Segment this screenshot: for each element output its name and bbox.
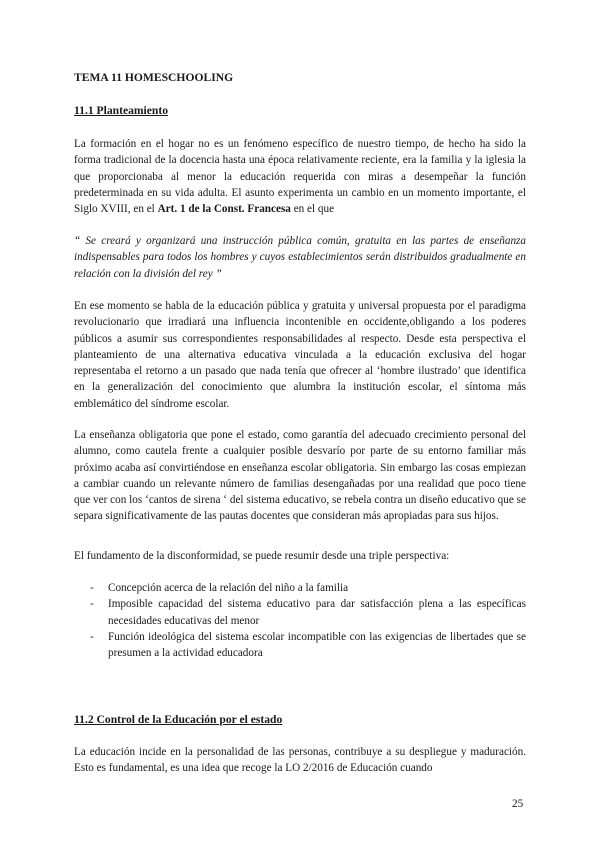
paragraph-1 bbox=[74, 136, 526, 217]
section-heading-control: 11.2 Control de la Educación por el estado bbox=[74, 713, 283, 726]
paragraph-3: La enseñanza obligatoria que pone el estado, como garantía del adecuado crecimiento personal del alumno, como cautela frente a cualquier posible desvarío por parte de su entorno familiar más próximo acaba así convirtiéndose en enseñanza escolar obligatoria. Sin embargo las cosas empiezan a cambiar cuando un relevante número de familias desengañadas por una realidad que poco tiene que ver con los ‘cantos de sirena ‘ del sistema educativo, se rebela contra un diseño educativo que se separa significativamente de las pautas docentes que consideran más apropiadas para sus hijos. bbox=[74, 429, 526, 523]
page-number: 25 bbox=[512, 798, 524, 810]
paragraph-4: El fundamento de la disconformidad, se puede resumir desde una triple perspectiva: bbox=[74, 550, 450, 562]
list-item-text: Imposible capacidad del sistema educativo para dar satisfacción plena a las específicas necesidades educativas del menor bbox=[108, 598, 526, 627]
quote-block: “ Se creará y organizará una instrucción pública común, gratuita en las partes de enseñanza indispensables para todos los hombres y cuyos establecimientos serán distribuidos gradualmente en relación con la división del rey ” bbox=[74, 235, 526, 280]
list-item-text: Concepción acerca de la relación del niño a la familia bbox=[108, 582, 349, 594]
section-heading-planteamiento: 11.1 Planteamiento bbox=[74, 104, 169, 117]
list-item bbox=[74, 580, 526, 596]
list-item bbox=[74, 629, 526, 662]
list-item bbox=[74, 596, 526, 629]
list-marker: - bbox=[90, 582, 94, 594]
paragraph-2: En ese momento se habla de la educación pública y gratuita y universal propuesta por el paradigma revolucionario que irradiará una influencia incontenible en occidente,obligando a los poderes públicos a asumir sus correspondientes responsabilidades al respecto. Desde esta perspectiva el planteamiento de una alternativa educativa vinculada a la educación exclusiva del hogar representaba el retorno a un pasado que nada tenía que ofrecer al ‘hombre ilustrado’ que identifica en la generalización del conocimiento que alumbra la institución escolar, el síntoma más emblemático del síndrome escolar. bbox=[74, 300, 526, 410]
perspective-list bbox=[74, 580, 526, 661]
paragraph-1-bold-ref: Art. 1 de la Const. Francesa bbox=[157, 203, 291, 216]
paragraph-5: La educación incide en la personalidad de las personas, contribuye a su despliegue y maduración. Esto es fundamental, es una idea que recoge la LO 2/2016 de Educación cuando bbox=[74, 746, 526, 775]
paragraph-1-text: La formación en el hogar no es un fenómeno específico de nuestro tiempo, de hecho ha sido la forma tradicional de la docencia hasta una época relativamente reciente, era la familia y la iglesia la que proporcionaba al menor la educación requerida con miras a desempeñar la función predeterminada en su vida adulta. El asunto experimenta un cambio en un momento importante, el Siglo XVIII, en el bbox=[74, 138, 526, 216]
list-marker: - bbox=[90, 630, 94, 643]
page-title: TEMA 11 HOMESCHOOLING bbox=[74, 71, 234, 84]
list-item-text: Función ideológica del sistema escolar incompatible con las exigencias de libertades que se presumen a la actividad educadora bbox=[108, 630, 526, 660]
paragraph-1-tail: en el que bbox=[290, 203, 335, 216]
list-marker: - bbox=[90, 598, 94, 611]
